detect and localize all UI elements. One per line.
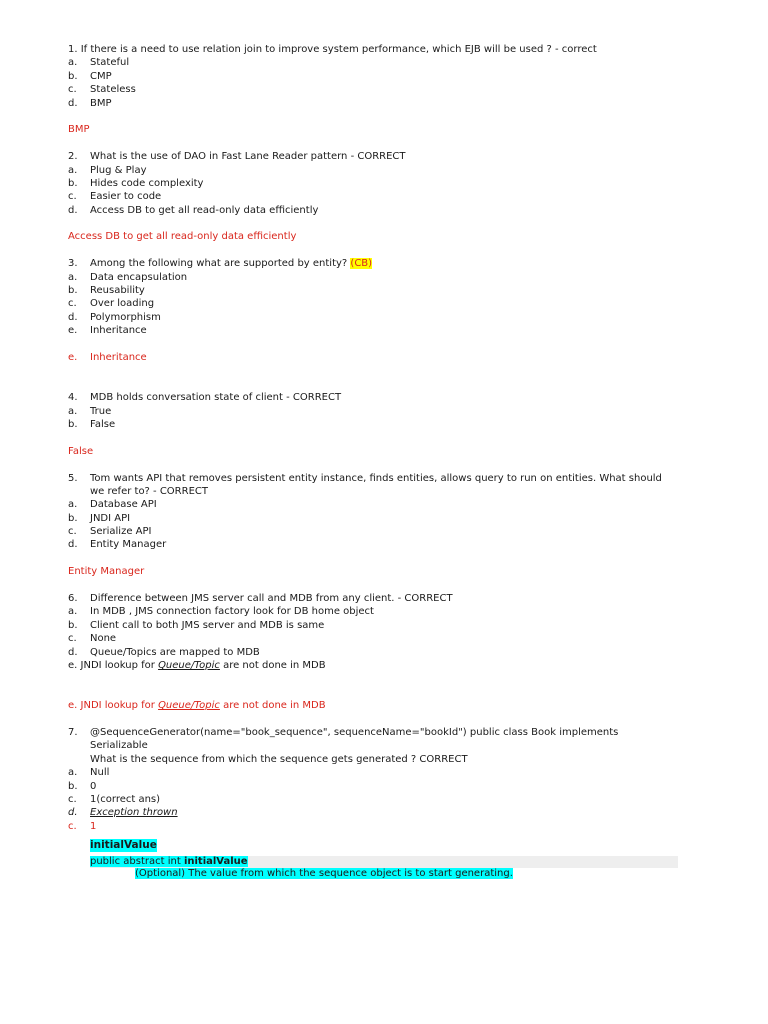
option-item	[68, 284, 708, 297]
question-3-number: 3.	[68, 258, 78, 270]
option-label: c.	[68, 298, 77, 310]
option-label: b.	[68, 177, 78, 189]
option-text: Queue/Topics are mapped to MDB	[90, 646, 260, 658]
question-6-option-e	[68, 659, 708, 672]
option-e-suffix: are not done in MDB	[219, 659, 326, 671]
question-5-text: Tom wants API that removes persistent entity instance, finds entities, allows query to run on entities. What should	[90, 472, 662, 484]
question-6-number: 6.	[68, 593, 78, 605]
answer-6	[68, 699, 708, 712]
option-item	[68, 405, 708, 418]
option-item	[68, 56, 708, 69]
option-label: c.	[68, 633, 77, 645]
question-6-options	[68, 605, 708, 659]
option-label: d.	[68, 539, 78, 551]
question-4-text: MDB holds conversation state of client - CORRECT	[90, 392, 342, 404]
question-7-option-d	[68, 806, 708, 819]
question-4-options	[68, 405, 708, 432]
option-item	[68, 793, 708, 806]
question-3-tag: (CB)	[350, 258, 373, 270]
question-1-options	[68, 56, 708, 110]
option-label: b.	[68, 619, 78, 631]
option-d-label: d.	[68, 807, 78, 819]
option-text: JNDI API	[90, 512, 131, 524]
signature-prefix: public abstract int	[90, 856, 184, 868]
reference-description-text: (Optional) The value from which the sequence object is to start generating.	[135, 868, 513, 880]
option-label: b.	[68, 70, 78, 82]
option-text: True	[90, 405, 112, 417]
option-e-prefix: e. JNDI lookup for	[68, 659, 159, 671]
option-label: b.	[68, 285, 78, 297]
option-text: Serialize API	[90, 526, 152, 538]
document-body	[68, 43, 708, 880]
option-item	[68, 297, 708, 310]
option-label: a.	[68, 767, 78, 779]
option-text: Plug & Play	[90, 164, 147, 176]
option-label: c.	[68, 191, 77, 203]
option-item	[68, 311, 708, 324]
question-6-text: Difference between JMS server call and MDB from any client. - CORRECT	[90, 593, 453, 605]
option-item	[68, 512, 708, 525]
option-item	[68, 324, 708, 337]
question-7-options	[68, 766, 708, 806]
option-item	[68, 498, 708, 511]
option-label: a.	[68, 57, 78, 69]
answer-5: Entity Manager	[68, 566, 145, 578]
option-item	[68, 619, 708, 632]
option-item	[68, 164, 708, 177]
option-label: a.	[68, 606, 78, 618]
question-7-text-cont: Serializable	[90, 740, 148, 752]
option-text: Stateless	[90, 84, 136, 96]
option-d-text: Exception thrown	[90, 807, 178, 819]
option-item	[68, 83, 708, 96]
question-5	[68, 472, 708, 485]
option-label: d.	[68, 204, 78, 216]
option-text: Null	[90, 767, 110, 779]
answer-7	[68, 820, 708, 833]
javadoc-reference	[68, 839, 708, 880]
option-label: a.	[68, 405, 78, 417]
option-item	[68, 97, 708, 110]
question-5-text-cont: we refer to? - CORRECT	[90, 485, 208, 497]
option-item	[68, 271, 708, 284]
question-7-prompt: What is the sequence from which the sequence gets generated ? CORRECT	[90, 753, 468, 765]
option-item	[68, 780, 708, 793]
answer-2: Access DB to get all read-only data efficiently	[68, 231, 297, 243]
question-7-text: @SequenceGenerator(name="book_sequence", sequenceName="bookId") public class Book implements	[90, 726, 619, 738]
question-3-options	[68, 271, 708, 338]
option-label: a.	[68, 499, 78, 511]
option-label: a.	[68, 271, 78, 283]
option-label: e.	[68, 325, 78, 337]
answer-1: BMP	[68, 124, 90, 136]
answer-7-label: c.	[68, 820, 77, 832]
option-item	[68, 204, 708, 217]
question-7	[68, 726, 708, 739]
option-label: d.	[68, 311, 78, 323]
answer-7-text: 1	[90, 820, 97, 832]
option-e-underlined: Queue/Topic	[158, 659, 220, 671]
option-label: a.	[68, 164, 78, 176]
signature-name: initialValue	[183, 856, 248, 868]
question-2-options	[68, 164, 708, 218]
option-text: Entity Manager	[90, 539, 167, 551]
answer-6-underlined: Queue/Topic	[158, 700, 220, 712]
option-label: b.	[68, 780, 78, 792]
option-item	[68, 766, 708, 779]
option-text: Client call to both JMS server and MDB is same	[90, 619, 325, 631]
option-text: Easier to code	[90, 191, 162, 203]
answer-3-label: e.	[68, 351, 78, 363]
question-5-options	[68, 498, 708, 552]
option-item	[68, 418, 708, 431]
option-text: None	[90, 633, 117, 645]
question-5-number: 5.	[68, 472, 78, 484]
question-3	[68, 257, 708, 270]
question-4	[68, 391, 708, 404]
option-text: 1(correct ans)	[90, 793, 161, 805]
option-item	[68, 646, 708, 659]
question-2	[68, 150, 708, 163]
question-6	[68, 592, 708, 605]
option-item	[68, 632, 708, 645]
option-label: c.	[68, 793, 77, 805]
option-text: False	[90, 418, 116, 430]
question-2-text: What is the use of DAO in Fast Lane Reader pattern - CORRECT	[90, 151, 406, 163]
option-text: Over loading	[90, 298, 155, 310]
option-item	[68, 525, 708, 538]
option-text: Polymorphism	[90, 311, 161, 323]
option-text: Hides code complexity	[90, 177, 204, 189]
option-label: d.	[68, 646, 78, 658]
option-label: b.	[68, 512, 78, 524]
answer-3-text: Inheritance	[90, 351, 147, 363]
option-text: Access DB to get all read-only data efficiently	[90, 204, 319, 216]
question-2-number: 2.	[68, 151, 78, 163]
option-label: c.	[68, 84, 77, 96]
option-text: CMP	[90, 70, 112, 82]
option-text: Inheritance	[90, 325, 147, 337]
question-1: 1. If there is a need to use relation join to improve system performance, which EJB will be used ? - correct	[68, 44, 597, 55]
reference-signature	[90, 856, 678, 868]
reference-title: initialValue	[90, 839, 157, 852]
option-text: Reusability	[90, 285, 145, 297]
question-3-text: Among the following what are supported by entity?	[90, 258, 351, 270]
answer-4: False	[68, 445, 94, 457]
question-4-number: 4.	[68, 392, 78, 404]
option-text: BMP	[90, 97, 112, 109]
answer-3	[68, 351, 708, 364]
option-label: b.	[68, 418, 78, 430]
option-text: 0	[90, 780, 97, 792]
option-item	[68, 605, 708, 618]
answer-6-suffix: are not done in MDB	[219, 700, 326, 712]
option-text: Stateful	[90, 57, 130, 69]
option-item	[68, 190, 708, 203]
option-item	[68, 70, 708, 83]
option-item	[68, 538, 708, 551]
option-item	[68, 177, 708, 190]
option-text: Data encapsulation	[90, 271, 188, 283]
question-7-number: 7.	[68, 726, 78, 738]
option-label: d.	[68, 97, 78, 109]
option-text: In MDB , JMS connection factory look for DB home object	[90, 606, 374, 618]
answer-6-prefix: e. JNDI lookup for	[68, 700, 159, 712]
option-text: Database API	[90, 499, 157, 511]
option-label: c.	[68, 526, 77, 538]
reference-description	[90, 868, 708, 880]
